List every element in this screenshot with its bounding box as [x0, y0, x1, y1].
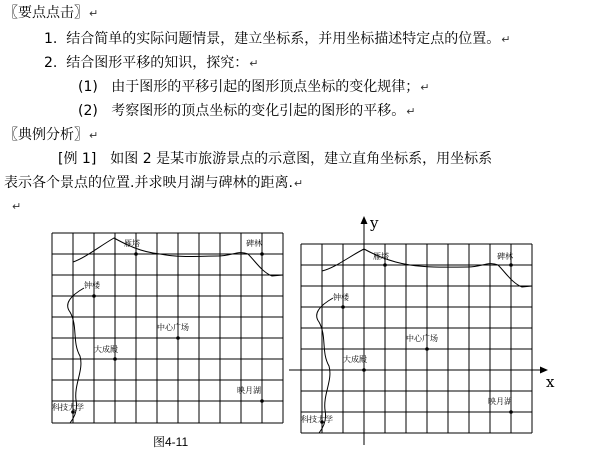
moon-lake-point [509, 410, 513, 414]
right-map-river-curve [317, 298, 333, 433]
left-label-tech-university: 科技大学 [52, 403, 84, 412]
paragraph-mark: ↵ [12, 200, 22, 213]
left-map-points [71, 252, 264, 414]
left-label-bell-tower: 钟楼 [84, 281, 100, 290]
bell-tower-point [341, 305, 345, 309]
pagoda-point [134, 252, 138, 256]
bell-tower-point [92, 294, 96, 298]
y-axis-label: y [370, 214, 379, 232]
y-axis-arrow-icon [361, 216, 368, 224]
right-label-bell-tower: 钟楼 [333, 293, 349, 302]
stele-forest-point [509, 263, 513, 267]
moon-lake-point [260, 399, 264, 403]
left-map [52, 233, 283, 449]
right-label-stele-forest: 碑林 [497, 252, 513, 261]
right-map [289, 214, 555, 445]
coordinate-axes [289, 216, 548, 445]
main-hall-point [113, 357, 117, 361]
section-title-examples: 〖典例分析〗↵ [4, 127, 99, 143]
right-label-center-square: 中心广场 [406, 334, 438, 343]
center-square-point [425, 347, 429, 351]
pagoda-point [383, 263, 387, 267]
x-axis-label: x [546, 373, 555, 391]
right-label-pagoda: 雁塔 [373, 252, 389, 261]
example-text-line1: [例 1] 如图 2 是某市旅游景点的示意图，建立直角坐标系，用坐标系 [58, 151, 493, 167]
main-hall-point [362, 368, 366, 372]
left-label-stele-forest: 碑林 [246, 239, 262, 248]
sub-list-item: (1) 由于图形的平移引起的图形顶点坐标的变化规律；↵ [78, 79, 430, 95]
right-label-moon-lake: 映月湖 [488, 397, 512, 406]
right-map-points [320, 263, 513, 424]
left-label-moon-lake: 映月湖 [237, 386, 261, 395]
figure-caption: 图4-11 [153, 435, 189, 449]
example-text-line2: 表示各个景点的位置.并求映月湖与碑林的距离.↵ [4, 175, 304, 191]
left-label-main-hall: 大成殿 [94, 345, 118, 354]
section-title-key-points: 〖要点点击〗↵ [4, 5, 99, 21]
list-item: 2. 结合图形平移的知识，探究：↵ [44, 55, 259, 71]
right-label-tech-university: 科技大学 [301, 415, 333, 424]
list-item: 1. 结合简单的实际问题情景，建立坐标系，并用坐标描述特定点的位置。↵ [44, 31, 511, 47]
stele-forest-point [260, 252, 264, 256]
center-square-point [176, 336, 180, 340]
left-label-pagoda: 雁塔 [124, 239, 140, 248]
left-label-center-square: 中心广场 [157, 323, 189, 332]
right-label-main-hall: 大成殿 [343, 355, 367, 364]
sub-list-item: (2) 考察图形的顶点坐标的变化引起的图形的平移。↵ [78, 103, 416, 119]
